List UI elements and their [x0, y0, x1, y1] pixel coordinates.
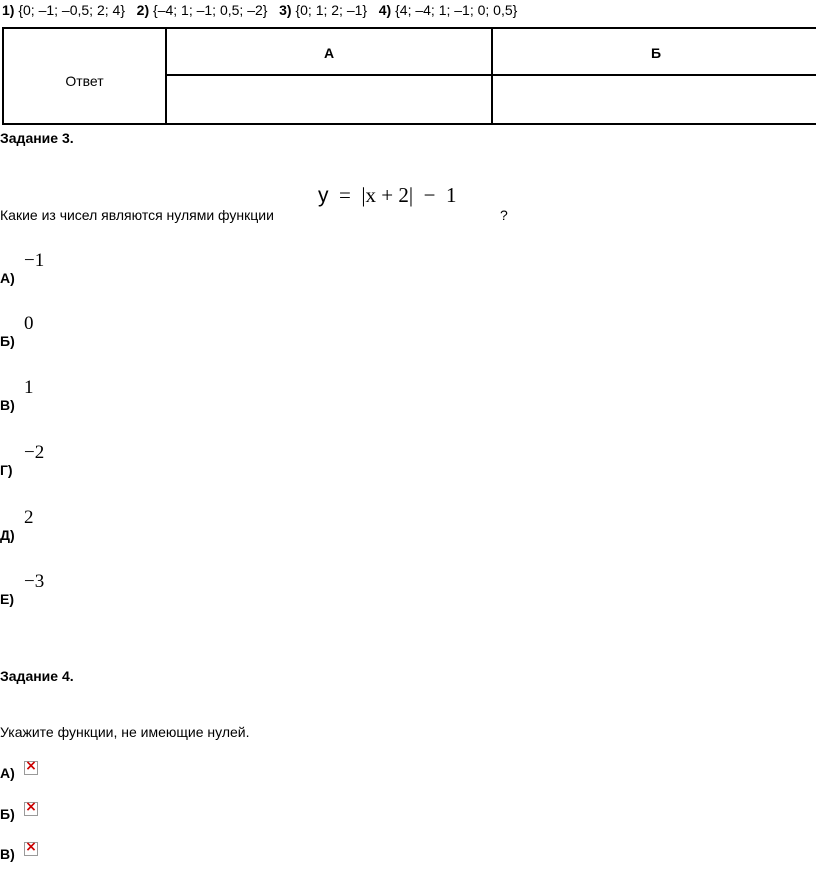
formula-eq: = — [339, 183, 351, 207]
option-number: 2) — [136, 2, 150, 18]
task3-option-value: −2 — [24, 442, 45, 463]
task4-option-label: Б) — [0, 806, 15, 822]
column-b-header — [491, 27, 816, 76]
broken-image-icon — [24, 761, 38, 775]
option-set: {4; –4; 1; –1; 0; 0,5} — [395, 2, 518, 18]
option-number: 4) — [378, 2, 392, 18]
task4-title: Задание 4. — [0, 668, 74, 684]
column-b-label: Б — [650, 45, 662, 61]
options-line — [2, 2, 517, 18]
option-number: 1) — [2, 2, 15, 18]
formula-one: 1 — [445, 183, 457, 207]
column-a-header — [165, 27, 493, 76]
task3-option-label: В) — [0, 397, 15, 413]
formula-abs: |x + 2| — [361, 183, 414, 207]
task3-option-label: Б) — [0, 333, 15, 349]
task3-option-label: Е) — [0, 591, 14, 607]
task3-option-value: −1 — [24, 250, 45, 271]
answer-row-label-cell — [2, 27, 167, 125]
task3-question-end: ? — [500, 207, 508, 223]
task3-title: Задание 3. — [0, 130, 74, 146]
task3-question: Какие из чисел являются нулями функции — [0, 207, 274, 223]
task3-option-value: −3 — [24, 571, 45, 592]
task4-option-label: А) — [0, 765, 15, 781]
formula-y: y — [318, 184, 329, 207]
option-number: 3) — [279, 2, 292, 18]
task4-option-label: В) — [0, 846, 15, 862]
broken-image-icon — [24, 842, 38, 856]
broken-image-icon — [24, 802, 38, 816]
task3-option-label: Д) — [0, 527, 15, 543]
task4-question: Укажите функции, не имеющие нулей. — [0, 724, 250, 740]
option-set: {0; –1; –0,5; 2; 4} — [18, 2, 125, 18]
formula-minus: − — [423, 183, 436, 207]
task3-option-label: А) — [0, 270, 15, 286]
answer-row-label: Ответ — [65, 73, 104, 89]
answer-b-cell[interactable] — [491, 74, 816, 125]
answer-table — [2, 27, 816, 125]
answer-a-cell[interactable] — [165, 74, 493, 125]
option-set: {0; 1; 2; –1} — [295, 2, 368, 18]
task3-option-value: 0 — [24, 313, 34, 334]
task3-option-label: Г) — [0, 462, 13, 478]
task3-option-value: 1 — [24, 377, 34, 398]
task3-option-value: 2 — [24, 507, 34, 528]
task3-formula — [318, 183, 456, 208]
column-a-label: А — [323, 45, 335, 61]
option-set: {–4; 1; –1; 0,5; –2} — [153, 2, 268, 18]
